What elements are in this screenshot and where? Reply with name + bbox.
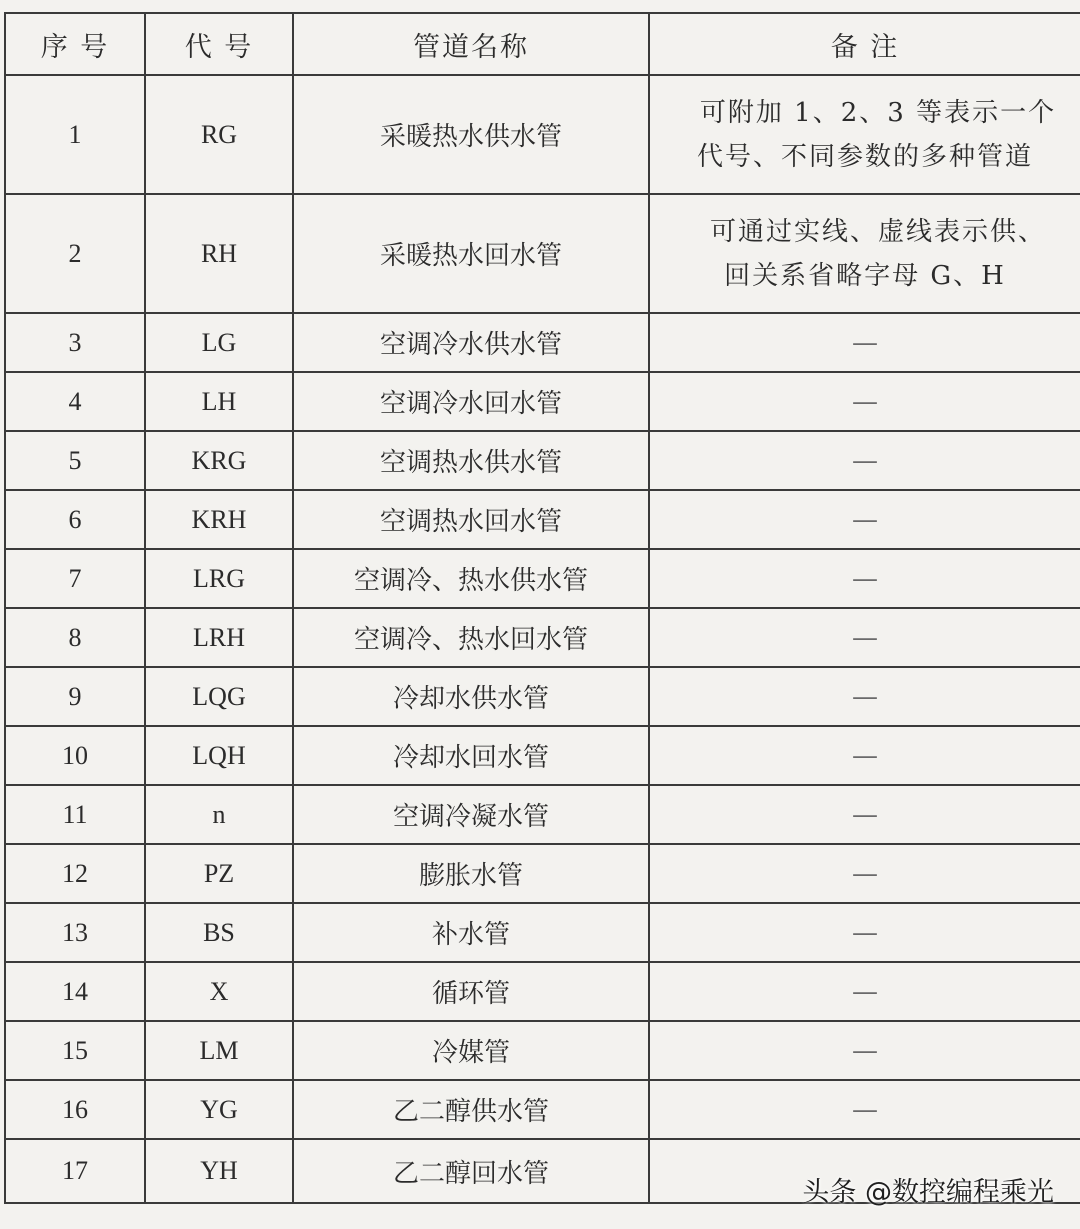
table-row bbox=[5, 194, 1080, 313]
row-note: — bbox=[649, 313, 1080, 372]
table-row bbox=[5, 903, 1080, 962]
row-note-line: 可通过实线、虚线表示供、 bbox=[709, 216, 1046, 247]
row-seq: 13 bbox=[5, 903, 145, 962]
row-seq: 12 bbox=[5, 844, 145, 903]
row-code: LRG bbox=[145, 549, 293, 608]
row-code: LRH bbox=[145, 608, 293, 667]
row-note: — bbox=[649, 844, 1080, 903]
row-code: n bbox=[145, 785, 293, 844]
table-row bbox=[5, 1080, 1080, 1139]
row-note-line: 可附加 1、2、3 等表示一个 bbox=[699, 97, 1057, 128]
row-code: X bbox=[145, 962, 293, 1021]
row-seq: 14 bbox=[5, 962, 145, 1021]
row-name: 乙二醇供水管 bbox=[293, 1080, 649, 1139]
row-note: — bbox=[649, 431, 1080, 490]
watermark-text: 头条 @数控编程乘光 bbox=[802, 1177, 1054, 1208]
header-code: 代 号 bbox=[145, 13, 293, 75]
row-note: — bbox=[649, 903, 1080, 962]
row-code: LM bbox=[145, 1021, 293, 1080]
row-name: 循环管 bbox=[293, 962, 649, 1021]
row-note: — bbox=[649, 490, 1080, 549]
row-seq: 16 bbox=[5, 1080, 145, 1139]
table-row bbox=[5, 962, 1080, 1021]
table-row bbox=[5, 313, 1080, 372]
row-seq: 8 bbox=[5, 608, 145, 667]
table-row bbox=[5, 1021, 1080, 1080]
row-note: — bbox=[649, 667, 1080, 726]
row-code: LG bbox=[145, 313, 293, 372]
table-row bbox=[5, 372, 1080, 431]
header-seq: 序 号 bbox=[5, 13, 145, 75]
row-name: 膨胀水管 bbox=[293, 844, 649, 903]
row-name: 补水管 bbox=[293, 903, 649, 962]
header-name: 管道名称 bbox=[293, 13, 649, 75]
row-name: 冷却水供水管 bbox=[293, 667, 649, 726]
row-seq: 5 bbox=[5, 431, 145, 490]
table-row bbox=[5, 785, 1080, 844]
row-seq: 2 bbox=[5, 194, 145, 313]
table-row bbox=[5, 608, 1080, 667]
row-name: 空调冷、热水供水管 bbox=[293, 549, 649, 608]
row-note: — bbox=[649, 372, 1080, 431]
row-note: — bbox=[649, 962, 1080, 1021]
row-note: — bbox=[649, 726, 1080, 785]
row-seq: 17 bbox=[5, 1139, 145, 1203]
row-name: 冷媒管 bbox=[293, 1021, 649, 1080]
table-row bbox=[5, 667, 1080, 726]
pipe-code-table bbox=[4, 12, 1080, 1204]
row-note bbox=[649, 194, 1080, 313]
row-name: 空调热水回水管 bbox=[293, 490, 649, 549]
row-name: 空调热水供水管 bbox=[293, 431, 649, 490]
row-code: RG bbox=[145, 75, 293, 194]
row-code: YG bbox=[145, 1080, 293, 1139]
row-seq: 3 bbox=[5, 313, 145, 372]
row-name: 采暖热水供水管 bbox=[293, 75, 649, 194]
row-note: — bbox=[649, 608, 1080, 667]
table-header-row bbox=[5, 13, 1080, 75]
row-code: LQH bbox=[145, 726, 293, 785]
row-name: 空调冷、热水回水管 bbox=[293, 608, 649, 667]
row-seq: 11 bbox=[5, 785, 145, 844]
row-note: — bbox=[649, 785, 1080, 844]
header-note: 备 注 bbox=[649, 13, 1080, 75]
row-seq: 10 bbox=[5, 726, 145, 785]
table-row bbox=[5, 549, 1080, 608]
row-code: LQG bbox=[145, 667, 293, 726]
row-code: YH bbox=[145, 1139, 293, 1203]
row-note: — bbox=[649, 1021, 1080, 1080]
row-seq: 7 bbox=[5, 549, 145, 608]
row-name: 空调冷凝水管 bbox=[293, 785, 649, 844]
table-row bbox=[5, 844, 1080, 903]
row-code: BS bbox=[145, 903, 293, 962]
row-note-line: 回关系省略字母 G、H bbox=[724, 260, 1006, 291]
table-row bbox=[5, 75, 1080, 194]
row-seq: 15 bbox=[5, 1021, 145, 1080]
row-name: 空调冷水回水管 bbox=[293, 372, 649, 431]
row-code: KRH bbox=[145, 490, 293, 549]
row-code: LH bbox=[145, 372, 293, 431]
row-code: KRG bbox=[145, 431, 293, 490]
row-note-line: 代号、不同参数的多种管道 bbox=[696, 141, 1033, 172]
row-seq: 6 bbox=[5, 490, 145, 549]
table-row bbox=[5, 490, 1080, 549]
row-code: RH bbox=[145, 194, 293, 313]
row-seq: 1 bbox=[5, 75, 145, 194]
row-name: 空调冷水供水管 bbox=[293, 313, 649, 372]
row-seq: 9 bbox=[5, 667, 145, 726]
row-seq: 4 bbox=[5, 372, 145, 431]
table-row bbox=[5, 726, 1080, 785]
row-name: 乙二醇回水管 bbox=[293, 1139, 649, 1203]
row-name: 采暖热水回水管 bbox=[293, 194, 649, 313]
row-note: — bbox=[649, 549, 1080, 608]
row-note bbox=[649, 75, 1080, 194]
row-name: 冷却水回水管 bbox=[293, 726, 649, 785]
row-code: PZ bbox=[145, 844, 293, 903]
row-note: — bbox=[649, 1080, 1080, 1139]
table-row bbox=[5, 431, 1080, 490]
